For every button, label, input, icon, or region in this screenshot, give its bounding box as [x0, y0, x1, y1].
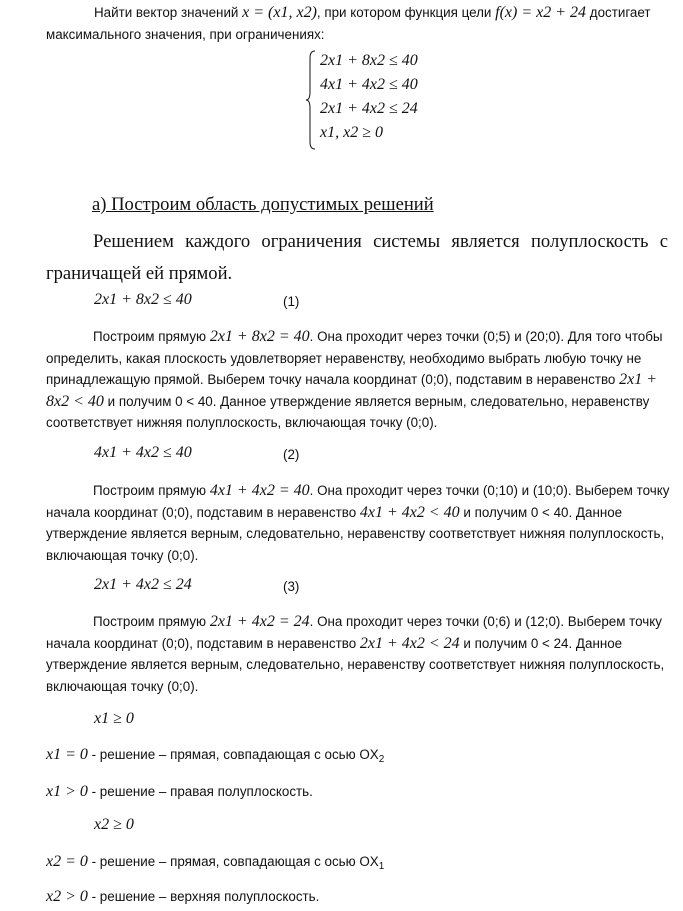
x2-greater-formula: x2 > 0 [46, 888, 88, 905]
x2-condition: x2 ≥ 0 [94, 816, 134, 833]
constraint-2-line: 4x1 + 4x2 = 40 [209, 482, 310, 499]
x2-greater-text: - решение – верхняя полуплоскость. [87, 889, 320, 904]
x1-greater-formula: x1 > 0 [46, 783, 88, 800]
constraint-2-text-b: . Она проходит через точки (0;10) и (10;0). Выберем точку начала координат (0;0), подставим в неравенство [46, 483, 670, 520]
constraint-2-text-a: Построим прямую [93, 483, 210, 498]
constraint-1-paragraph [46, 326, 671, 434]
objective-formula: f(x) = x2 + 24 [495, 4, 587, 21]
x1-greater-row [46, 781, 313, 803]
x1-condition: x1 ≥ 0 [94, 710, 134, 727]
constraint-1-text-b: . Она проходит через точки (0;5) и (20;0). Для того чтобы определить, какая плоскость удовлетворяет неравенству, необходимо выбрать любую точку не принадлежащую прямой. Выберем точку начала координат (0;0), подставим в неравенство [46, 329, 663, 387]
x2-greater-row [46, 886, 319, 908]
x1-equal-text: - решение – прямая, совпадающая с осью OX [87, 747, 379, 762]
constraint-1-text-a: Построим прямую [93, 329, 210, 344]
intro-text-3: достигает максимального значения, при ограничениях: [46, 5, 651, 42]
x1-equal-formula: x1 = 0 [46, 746, 88, 763]
constraint-1-test: 2x1 + 8x2 < 40 [46, 371, 657, 410]
constraint-2-test: 4x1 + 4x2 < 40 [359, 503, 460, 521]
system-line-4: x1, x2 ≥ 0 [320, 124, 383, 141]
constraint-3-inequality: 2x1 + 4x2 ≤ 24 [94, 576, 192, 593]
intro-text-2: , при котором функция цели [316, 5, 496, 20]
constraint-3-paragraph [46, 611, 671, 697]
constraint-3-text-c: и получим 0 < 24. Данное утверждение является верным, следовательно, неравенству соответствует нижняя полуплоскость, включающая точку (0;0). [46, 635, 665, 694]
constraint-3-text-b: . Она проходит через точки (0;6) и (12;0). Выберем точку начала координат (0;0), подставим в неравенство [46, 614, 662, 651]
system-line-1: 2x1 + 8x2 ≤ 40 [320, 52, 418, 69]
x2-axis-subscript: 1 [378, 861, 385, 872]
x1-axis-subscript: 2 [378, 754, 385, 765]
constraint-1-number: (1) [283, 294, 300, 309]
constraint-2-text-c: и получим 0 < 40. Данное утверждение является верным, следовательно, неравенству соответствует нижняя полуплоскость, включающая точку (0;0). [46, 504, 665, 563]
constraint-2-inequality: 4x1 + 4x2 ≤ 40 [94, 444, 192, 461]
x1-greater-text: - решение – правая полуплоскость. [87, 784, 313, 799]
intro-text-1: Найти вектор значений [94, 5, 243, 20]
constraint-1-text-c: и получим 0 < 40. Данное утверждение является верным, следовательно, неравенству соответствует нижняя полуплоскость, включающая точку (0;0). [46, 393, 650, 430]
x2-equal-text: - решение – прямая, совпадающая с осью OX [87, 854, 379, 869]
x2-equal-formula: x2 = 0 [46, 853, 88, 870]
system-line-3: 2x1 + 4x2 ≤ 24 [320, 100, 418, 117]
constraint-system [306, 50, 456, 150]
left-brace-icon [306, 50, 316, 150]
problem-statement [46, 2, 671, 45]
x2-equal-row [46, 851, 384, 878]
constraint-3-line: 2x1 + 4x2 = 24 [209, 613, 310, 630]
constraint-3-number: (3) [283, 579, 300, 594]
constraint-1-line: 2x1 + 8x2 = 40 [209, 328, 310, 345]
vector-formula: x = (x1, x2) [242, 4, 317, 21]
constraint-2-number: (2) [283, 447, 300, 462]
x1-equal-row [46, 744, 384, 771]
section-heading: а) Построим область допустимых решений [92, 194, 434, 215]
system-line-2: 4x1 + 4x2 ≤ 40 [320, 76, 418, 93]
lead-paragraph: Решением каждого ограничения системы является полуплоскость с граничащей ей прямой. [46, 231, 668, 284]
constraint-2-paragraph [46, 480, 671, 566]
constraint-3-test: 2x1 + 4x2 < 24 [359, 634, 460, 652]
constraint-3-text-a: Построим прямую [93, 614, 210, 629]
constraint-1-inequality: 2x1 + 8x2 ≤ 40 [94, 291, 192, 308]
